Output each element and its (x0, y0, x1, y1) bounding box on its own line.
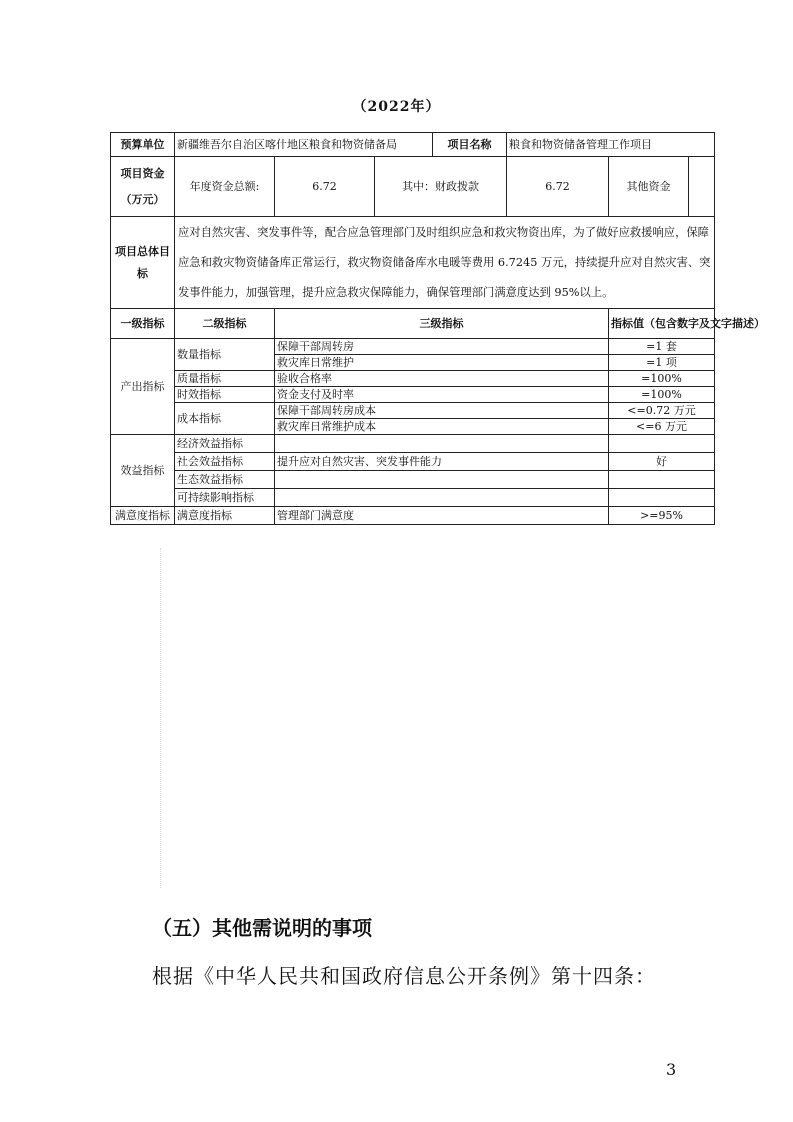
year-caption: （2022年） (352, 99, 441, 115)
col-value: 指标值（包含数字及文字描述） (609, 309, 715, 339)
fiscal-funds-label: 其中：财政拨款 (375, 157, 507, 217)
benefit-value (609, 435, 715, 453)
performance-table (110, 132, 765, 525)
benefit-level2: 可持续影响指标 (175, 489, 275, 507)
table-row (111, 371, 715, 387)
benefit-level1: 效益指标 (111, 435, 175, 507)
benefit-value (609, 471, 715, 489)
project-value: 粮食和物资储备管理工作项目 (507, 133, 715, 157)
other-funds-value (689, 157, 715, 217)
table-row (111, 403, 715, 419)
quality-value: =100% (609, 371, 715, 387)
funds-label-line1: 项目资金 (120, 166, 165, 180)
quantity-level3: 保障干部周转房 (275, 339, 609, 355)
timeliness-level2: 时效指标 (175, 387, 275, 403)
body-paragraph: 根据《中华人民共和国政府信息公开条例》第十四条： (152, 964, 656, 988)
project-label: 项目名称 (433, 133, 507, 157)
timeliness-level3: 资金支付及时率 (275, 387, 609, 403)
table-row (111, 507, 715, 525)
col-level2: 二级指标 (175, 309, 275, 339)
table-row (111, 339, 715, 355)
satisfaction-level1: 满意度指标 (111, 507, 175, 525)
benefit-level2: 生态效益指标 (175, 471, 275, 489)
benefit-level3 (275, 435, 609, 453)
fiscal-funds-value: 6.72 (507, 157, 609, 217)
quality-level3: 验收合格率 (275, 371, 609, 387)
scan-dots-decoration (160, 548, 169, 888)
benefit-level2: 经济效益指标 (175, 435, 275, 453)
satisfaction-level2: 满意度指标 (175, 507, 275, 525)
col-level1: 一级指标 (111, 309, 175, 339)
cost-value: <=6 万元 (609, 419, 715, 435)
benefit-level3 (275, 471, 609, 489)
table-row (111, 489, 715, 507)
quantity-value: =1 套 (609, 339, 715, 355)
satisfaction-level3: 管理部门满意度 (275, 507, 609, 525)
goal-row (111, 217, 715, 309)
cost-level2: 成本指标 (175, 403, 275, 435)
satisfaction-value: >=95% (609, 507, 715, 525)
funds-label-line2: （万元） (120, 192, 165, 206)
total-funds-label: 年度资金总额: (175, 157, 275, 217)
col-level3: 三级指标 (275, 309, 609, 339)
goal-text: 应对自然灾害、突发事件等，配合应急管理部门及时组织应急和救灾物资出库，为了做好应救援响应，保障应急和救灾物资储备库正常运行，救灾物资储备库水电暖等费用 6.7245 万元，持续提升应对自然灾害、突发事件能力，加强管理，提升应急救灾保障能力，确保管理部门满意度达到 95%以上。 (175, 217, 715, 309)
cost-level3: 救灾库日常维护成本 (275, 419, 609, 435)
column-header-row (111, 309, 715, 339)
benefit-level3 (275, 489, 609, 507)
page-number: 3 (666, 1060, 677, 1079)
cost-level3: 保障干部周转房成本 (275, 403, 609, 419)
benefit-value (609, 489, 715, 507)
timeliness-value: =100% (609, 387, 715, 403)
table-row (111, 435, 715, 453)
goal-label: 项目总体目标 (111, 217, 175, 309)
benefit-level3: 提升应对自然灾害、突发事件能力 (275, 453, 609, 471)
table-row (111, 387, 715, 403)
total-funds-value: 6.72 (275, 157, 375, 217)
benefit-value: 好 (609, 453, 715, 471)
section-heading: （五）其他需说明的事项 (152, 916, 372, 940)
unit-value: 新疆维吾尔自治区喀什地区粮食和物资储备局 (175, 133, 433, 157)
benefit-level2: 社会效益指标 (175, 453, 275, 471)
quantity-value: =1 项 (609, 355, 715, 371)
cost-value: <=0.72 万元 (609, 403, 715, 419)
table-row (111, 453, 715, 471)
unit-row (111, 133, 715, 157)
quantity-level2: 数量指标 (175, 339, 275, 371)
quantity-level3: 救灾库日常维护 (275, 355, 609, 371)
table-row (111, 471, 715, 489)
funds-label (111, 157, 175, 217)
funds-row (111, 157, 715, 217)
other-funds-label: 其他资金 (609, 157, 689, 217)
output-level1: 产出指标 (111, 339, 175, 435)
quality-level2: 质量指标 (175, 371, 275, 387)
unit-label: 预算单位 (111, 133, 175, 157)
